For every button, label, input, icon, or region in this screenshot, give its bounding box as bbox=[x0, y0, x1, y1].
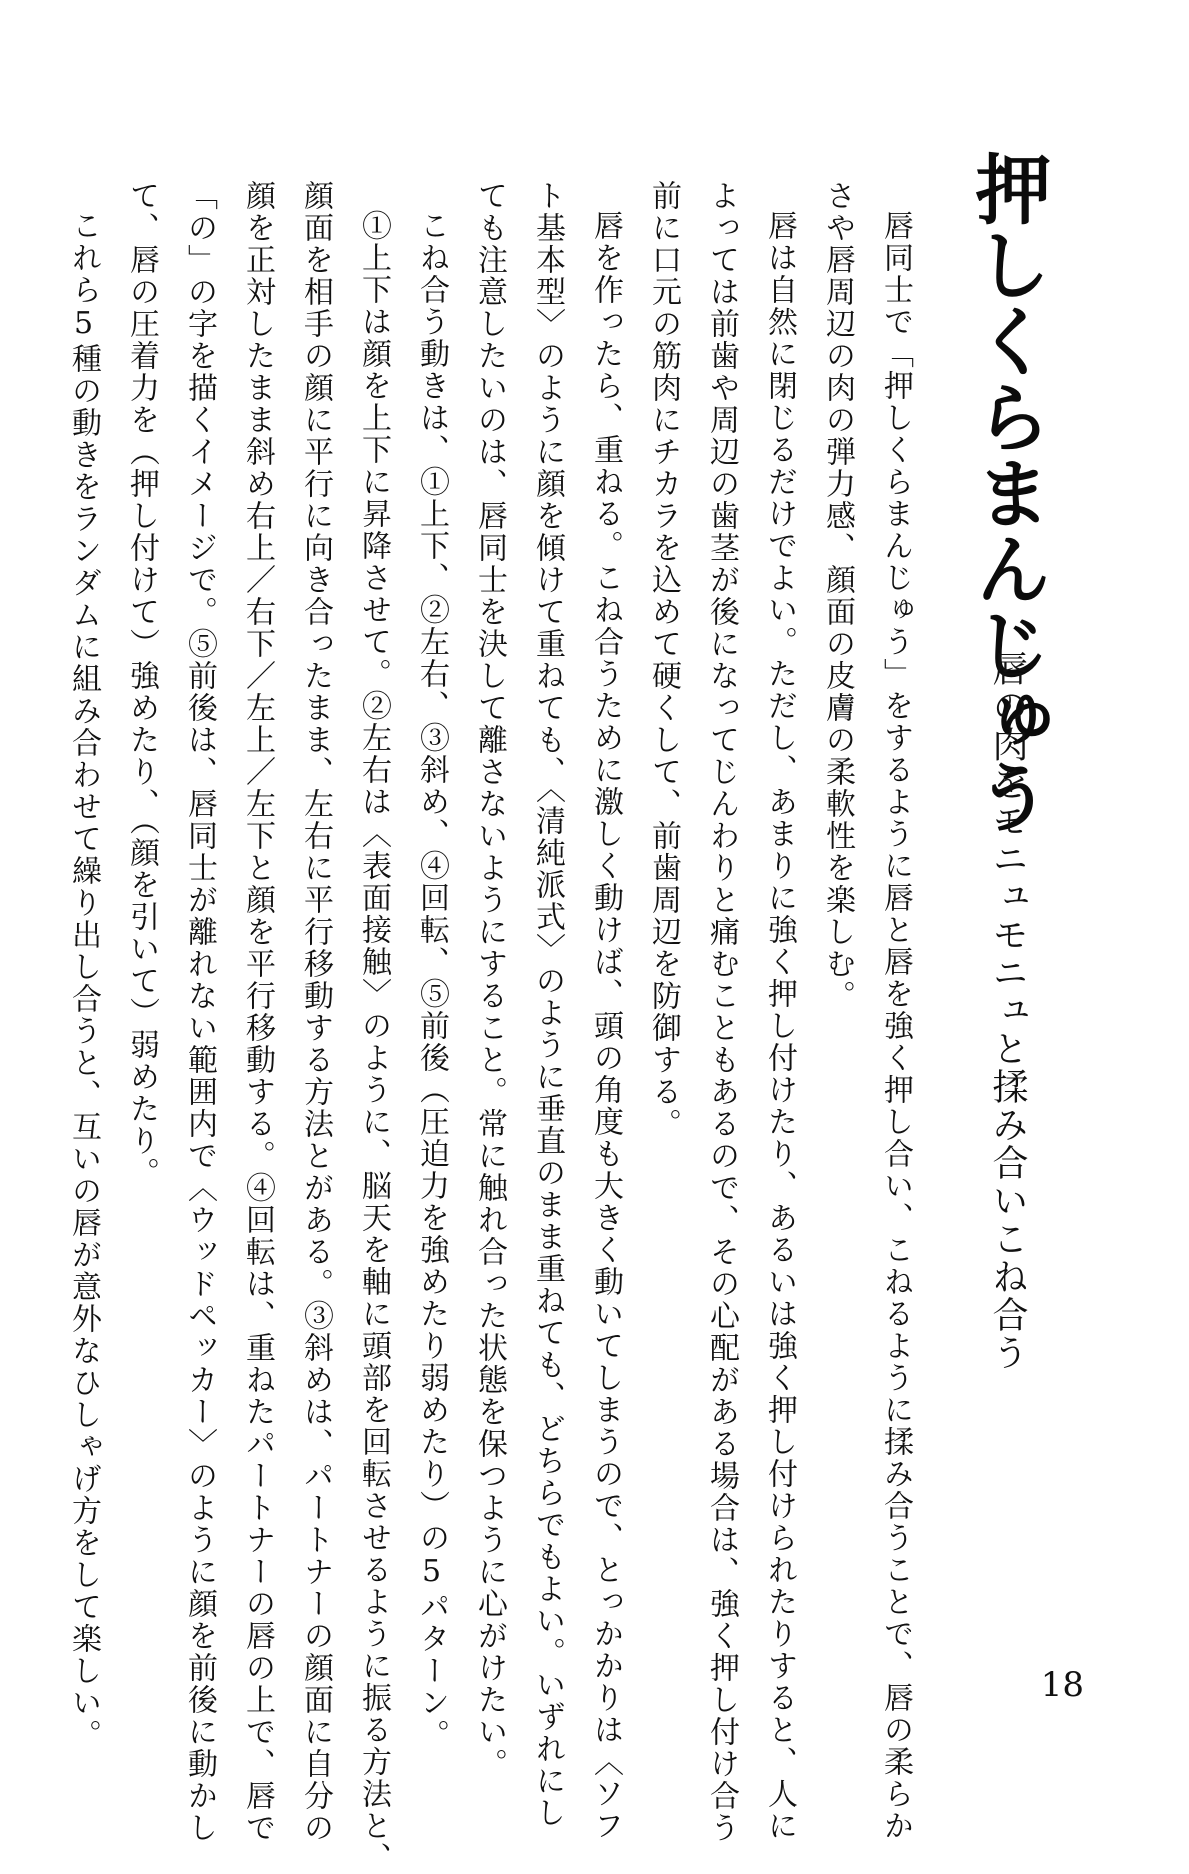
body-line: こね合う動きは、①上下、②左右、③斜め、④回転、⑤前後（圧迫力を強めたり弱めたり）の5パターン。 bbox=[414, 210, 449, 1751]
body-line: 前に口元の筋肉にチカラを込めて硬くして、前歯周辺を防御する。 bbox=[646, 180, 681, 1140]
body-line: て、唇の圧着力を（押し付けて）強めたり、（顔を引いて）弱めたり。 bbox=[124, 180, 159, 1189]
body-line: 唇は自然に閉じるだけでよい。ただし、あまりに強く押し付けたり、あるいは強く押し付けられたりすると、人に bbox=[762, 210, 797, 1842]
body-line: ても注意したいのは、唇同士を決して離さないようにすること。常に触れ合った状態を保つように心がけたい。 bbox=[472, 180, 507, 1780]
body-line: ト基本型〉のように顔を傾けて重ねても、〈清純派式〉のように垂直のまま重ねても、どちらでもよい。いずれにし bbox=[530, 180, 565, 1829]
body-line: さや唇周辺の肉の弾力感、顔面の皮膚の柔軟性を楽しむ。 bbox=[820, 180, 855, 1012]
body-line: これら5種の動きをランダムに組み合わせて繰り出し合うと、互いの唇が意外なひしゃげ方をして楽しい。 bbox=[66, 210, 101, 1751]
page-title: 押しくらまんじゅう bbox=[963, 150, 1052, 834]
body-line: 顔面を相手の顔に平行に向き合ったまま、左右に平行移動する方法とがある。③斜めは、パートナーの顔面に自分の bbox=[298, 180, 333, 1844]
body-line: 唇を作ったら、重ねる。こね合うために激しく動けば、頭の角度も大きく動いてしまうので、とっかかりは〈ソフ bbox=[588, 210, 623, 1842]
body-line: ①上下は顔を上下に昇降させて。②左右は〈表面接触〉のように、脳天を軸に頭部を回転させるように振る方法と、 bbox=[356, 210, 391, 1874]
body-text bbox=[66, 180, 913, 1874]
body-line: 唇同士で「押しくらまんじゅう」をするように唇と唇を強く押し合い、こねるように揉み合うことで、唇の柔らか bbox=[878, 210, 913, 1842]
page-number: 18 bbox=[1040, 1665, 1084, 1705]
body-line: 「の」の字を描くイメージで。⑤前後は、唇同士が離れない範囲内で〈ウッドペッカー〉のように顔を前後に動かし bbox=[182, 180, 217, 1844]
body-line: 顔を正対したまま斜め右上／右下／左上／左下と顔を平行移動する。④回転は、重ねたパートナーの唇の上で、唇で bbox=[240, 180, 275, 1844]
page-subtitle: 唇の肉をモニュモニュと揉み合いこね合う bbox=[987, 650, 1028, 1372]
body-line: よっては前歯や周辺の歯茎が後になってじんわりと痛むこともあるので、その心配がある場合は、強く押し付け合う bbox=[704, 180, 739, 1844]
